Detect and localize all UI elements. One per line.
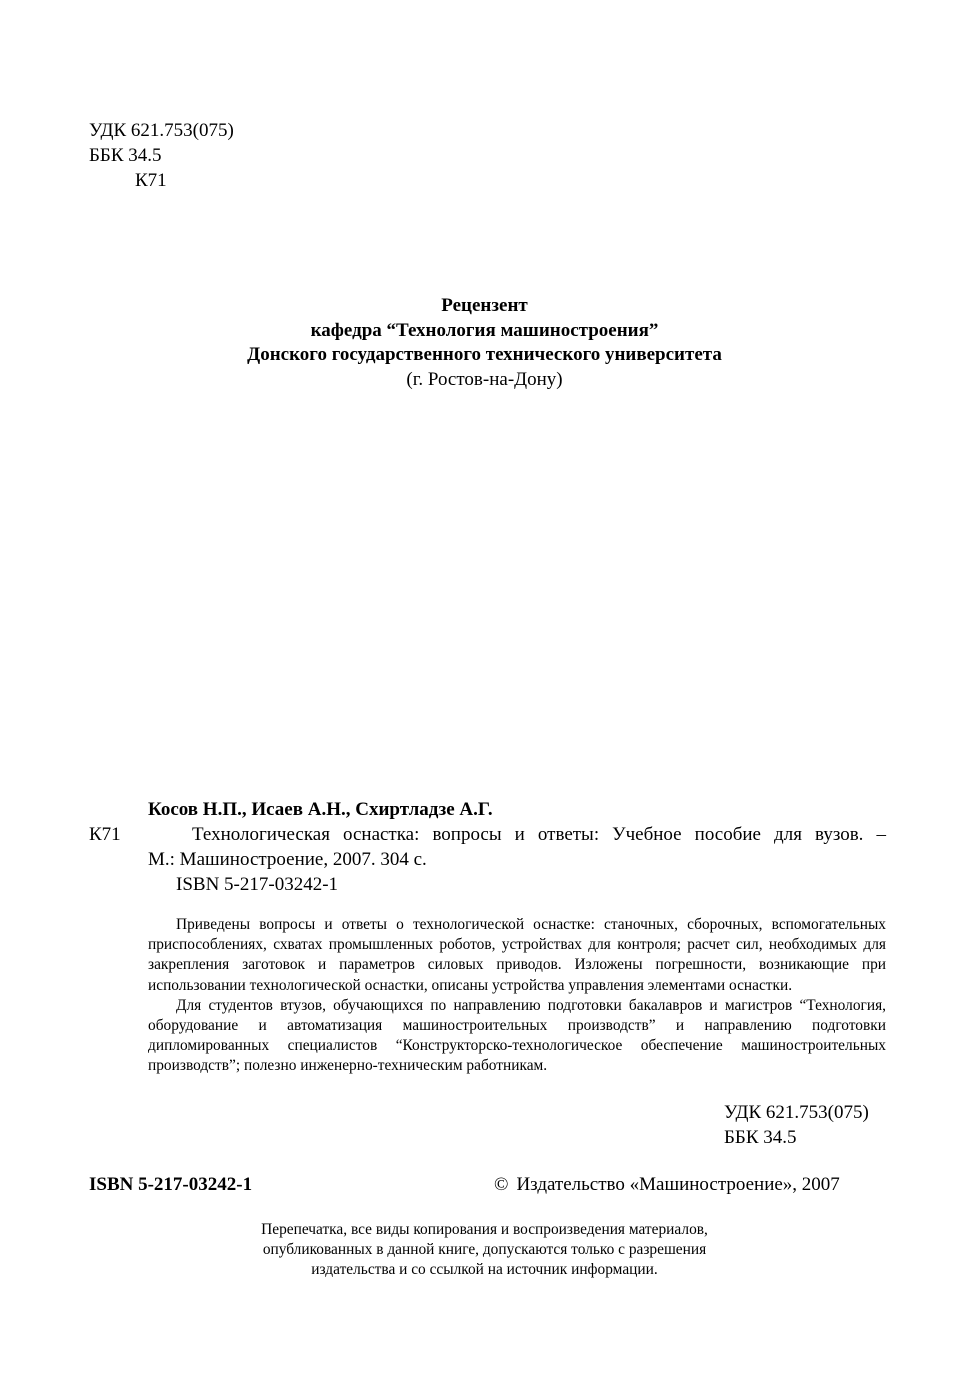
notice-line: издательства и со ссылкой на источник информации. <box>311 1261 658 1278</box>
abstract <box>148 915 886 1077</box>
reviewer-university: Донского государственного технического университета <box>247 344 722 365</box>
reviewer-city: (г. Ростов-на-Дону) <box>406 368 563 390</box>
classification-codes <box>89 118 234 193</box>
reviewer-block <box>0 294 969 392</box>
book-title-line: Технологическая оснастка: вопросы и ответы: Учебное пособие для вузов. – <box>192 824 886 845</box>
copyright-line <box>494 1172 840 1197</box>
bibliographic-citation <box>148 822 886 897</box>
bibliography-author-mark: К71 <box>89 824 121 845</box>
notice-line: Перепечатка, все виды копирования и воспроизведения материалов, <box>261 1221 708 1238</box>
reprint-notice <box>0 1220 969 1280</box>
abstract-paragraph: Для студентов втузов, обучающихся по направлению подготовки бакалавров и магистров “Технология, оборудование и автоматизация машиностроительных производств” и направлению подготовки дипломированных специалистов “Конструкторско-технологическое обеспечение машиностроительных производств”; полезно инженерно-техническим работникам. <box>148 996 886 1075</box>
reviewer-department: кафедра “Технология машиностроения” <box>310 319 659 341</box>
abstract-bbk: ББК 34.5 <box>724 1127 797 1148</box>
reviewer-title: Рецензент <box>441 295 528 316</box>
notice-line: опубликованных в данной книге, допускаются только с разрешения <box>262 1241 707 1258</box>
bbk-code: ББК 34.5 <box>89 145 162 166</box>
citation-isbn: ISBN 5-217-03242-1 <box>176 874 339 895</box>
copyright-text: Издательство «Машиностроение», 2007 <box>516 1174 840 1195</box>
book-authors: Косов Н.П., Исаев А.Н., Схиртладзе А.Г. <box>148 799 493 820</box>
abstract-udk: УДК 621.753(075) <box>724 1102 869 1123</box>
publisher-line: М.: Машиностроение, 2007. 304 с. <box>148 849 427 870</box>
abstract-classification <box>724 1100 869 1150</box>
footer-isbn: ISBN 5-217-03242-1 <box>89 1174 253 1195</box>
copyright-icon: © <box>494 1174 509 1195</box>
author-mark: К71 <box>135 170 167 191</box>
abstract-paragraph: Приведены вопросы и ответы о технологической оснастке: станочных, сборочных, вспомогательных приспособлениях, схватах промышленных роботов, устройствах для контроля; расчет сил, необходимых для закрепления заготовок и параметров силовых приводов. Изложены погрешности, возникающие при использовании технологической оснастки, описаны устройства управления элементами оснастки. <box>148 916 886 994</box>
udk-code: УДК 621.753(075) <box>89 120 234 141</box>
